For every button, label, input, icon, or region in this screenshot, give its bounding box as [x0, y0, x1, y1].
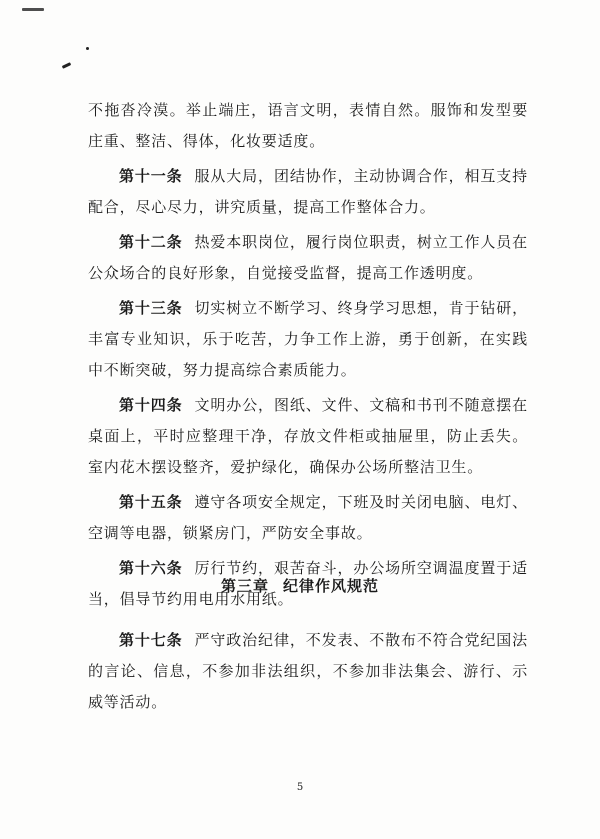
article-text: 厉行节约，艰苦奋斗，办公场所空调温度置于适当，倡导节约用电用水用纸。 — [88, 559, 528, 608]
article-text: 严守政治纪律，不发表、不散布不符合党纪国法的言论、信息，不参加非法组织，不参加非法集会、游行、示威等活动。 — [88, 631, 528, 711]
continuation-paragraph: 不拖沓冷漠。举止端庄，语言文明，表情自然。服饰和发型要庄重、整洁、得体，化妆要适度。 — [88, 101, 528, 150]
article-text: 服从大局，团结协作，主动协调合作，相互支持配合，尽心尽力，讲究质量，提高工作整体合力。 — [88, 167, 528, 216]
document-body-section-2 — [88, 625, 528, 718]
article-text: 文明办公，图纸、文件、文稿和书刊不随意摆在桌面上，平时应整理干净，存放文件柜或抽屉里，防止丢失。室内花木摆设整齐，爱护绿化，确保办公场所整洁卫生。 — [88, 396, 528, 476]
article-number: 第十四条 — [119, 396, 183, 414]
article-number: 第十六条 — [119, 559, 183, 577]
chapter-title: 纪律作风规范 — [283, 577, 380, 595]
scan-artifact-mark — [22, 8, 44, 11]
scan-artifact-dash — [62, 62, 71, 69]
article-text: 切实树立不断学习、终身学习思想，肯于钻研，丰富专业知识，乐于吃苦，力争工作上游，勇于创新，在实践中不断突破，努力提高综合素质能力。 — [88, 299, 528, 379]
article-text: 热爱本职岗位，履行岗位职责，树立工作人员在公众场合的良好形象，自觉接受监督，提高工作透明度。 — [88, 233, 528, 282]
article-number: 第十三条 — [119, 299, 183, 317]
article-number: 第十五条 — [119, 493, 183, 511]
document-body — [88, 95, 528, 615]
article-paragraph — [88, 293, 528, 386]
article-number: 第十七条 — [119, 631, 183, 649]
chapter-heading — [0, 575, 600, 596]
chapter-number: 第三章 — [220, 577, 269, 595]
article-paragraph — [88, 625, 528, 718]
scan-artifact-dot — [86, 47, 89, 50]
article-number: 第十一条 — [119, 167, 183, 185]
article-number: 第十二条 — [119, 233, 183, 251]
article-paragraph — [88, 390, 528, 483]
article-paragraph — [88, 161, 528, 223]
article-paragraph — [88, 227, 528, 289]
article-text: 遵守各项安全规定，下班及时关闭电脑、电灯、空调等电器，锁紧房门，严防安全事故。 — [88, 493, 528, 542]
page-number: 5 — [296, 782, 304, 793]
article-paragraph — [88, 487, 528, 549]
